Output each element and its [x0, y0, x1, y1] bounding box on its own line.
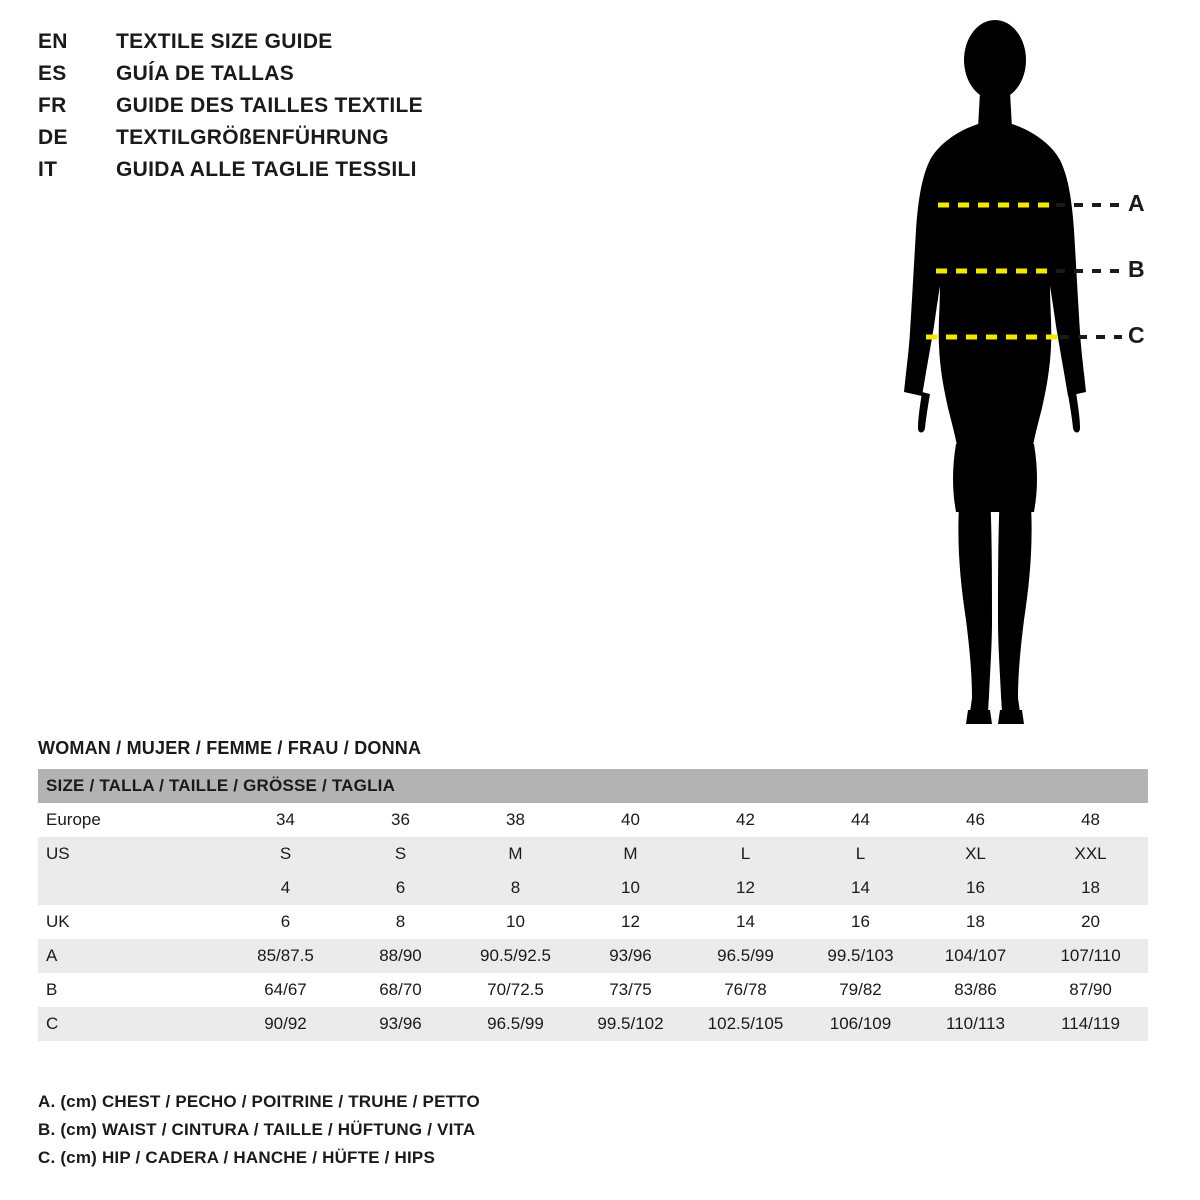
table-cell: 20 — [1033, 905, 1148, 939]
title-text-de: TEXTILGRÖßENFÜHRUNG — [116, 126, 389, 149]
table-cell: 96.5/99 — [458, 1007, 573, 1041]
table-cell: 40 — [573, 803, 688, 837]
table-cell: 83/86 — [918, 973, 1033, 1007]
table-cell: L — [688, 837, 803, 871]
table-cell: 12 — [573, 905, 688, 939]
table-cell: 79/82 — [803, 973, 918, 1007]
table-cell: 114/119 — [1033, 1007, 1148, 1041]
table-cell: XXL — [1033, 837, 1148, 871]
measure-label-b: B — [1128, 256, 1145, 282]
table-cell: 93/96 — [343, 1007, 458, 1041]
footnote-hip: C. (cm) HIP / CADERA / HANCHE / HÜFTE / HIPS — [38, 1148, 436, 1167]
title-text-en: TEXTILE SIZE GUIDE — [116, 30, 333, 53]
table-cell: 106/109 — [803, 1007, 918, 1041]
table-cell: L — [803, 837, 918, 871]
title-row-it — [38, 158, 598, 190]
row-label: US — [38, 837, 228, 871]
row-label — [38, 871, 228, 905]
table-cell: 64/67 — [228, 973, 343, 1007]
table-cell: 96.5/99 — [688, 939, 803, 973]
table-row — [38, 803, 1148, 837]
table-cell: 107/110 — [1033, 939, 1148, 973]
table-cell: 10 — [458, 905, 573, 939]
table-cell: 68/70 — [343, 973, 458, 1007]
row-label: B — [38, 973, 228, 1007]
table-row — [38, 837, 1148, 871]
table-row — [38, 905, 1148, 939]
table-row — [38, 939, 1148, 973]
title-lang-de: DE — [38, 126, 68, 149]
row-label: Europe — [38, 803, 228, 837]
table-row — [38, 973, 1148, 1007]
table-cell: 12 — [688, 871, 803, 905]
title-row-en — [38, 30, 598, 62]
title-row-de — [38, 126, 598, 158]
table-cell: 18 — [918, 905, 1033, 939]
table-cell: 104/107 — [918, 939, 1033, 973]
silhouette-icon — [904, 20, 1086, 724]
table-cell: 88/90 — [343, 939, 458, 973]
table-cell: 99.5/102 — [573, 1007, 688, 1041]
table-cell: 14 — [803, 871, 918, 905]
table-cell: 102.5/105 — [688, 1007, 803, 1041]
title-block — [38, 30, 598, 190]
table-cell: M — [458, 837, 573, 871]
table-cell: 110/113 — [918, 1007, 1033, 1041]
table-row — [38, 871, 1148, 905]
table-cell: 18 — [1033, 871, 1148, 905]
title-text-it: GUIDA ALLE TAGLIE TESSILI — [116, 158, 417, 181]
table-cell: 73/75 — [573, 973, 688, 1007]
measure-label-c: C — [1128, 322, 1145, 348]
table-cell: 48 — [1033, 803, 1148, 837]
table-cell: 6 — [228, 905, 343, 939]
title-text-es: GUÍA DE TALLAS — [116, 62, 295, 85]
table-cell: 36 — [343, 803, 458, 837]
title-lang-fr: FR — [38, 94, 67, 117]
table-cell: 70/72.5 — [458, 973, 573, 1007]
table-cell: XL — [918, 837, 1033, 871]
table-header-row — [38, 769, 1148, 803]
table-cell: 8 — [343, 905, 458, 939]
table-cell: 87/90 — [1033, 973, 1148, 1007]
table-cell: 44 — [803, 803, 918, 837]
row-label: UK — [38, 905, 228, 939]
table-cell: M — [573, 837, 688, 871]
table-cell: 46 — [918, 803, 1033, 837]
measure-label-a: A — [1128, 190, 1145, 216]
table-cell: 42 — [688, 803, 803, 837]
footnote-block — [38, 1088, 738, 1172]
row-label: A — [38, 939, 228, 973]
table-cell: 99.5/103 — [803, 939, 918, 973]
table-cell: 8 — [458, 871, 573, 905]
table-cell: 14 — [688, 905, 803, 939]
gender-heading: WOMAN / MUJER / FEMME / FRAU / DONNA — [38, 738, 422, 758]
table-row — [38, 1007, 1148, 1041]
title-row-es — [38, 62, 598, 94]
table-cell: 90.5/92.5 — [458, 939, 573, 973]
table-cell: S — [228, 837, 343, 871]
female-silhouette-figure — [860, 20, 1190, 750]
title-lang-it: IT — [38, 158, 58, 181]
title-text-fr: GUIDE DES TAILLES TEXTILE — [116, 94, 423, 117]
table-cell: 16 — [918, 871, 1033, 905]
footnote-chest: A. (cm) CHEST / PECHO / POITRINE / TRUHE / PETTO — [38, 1092, 480, 1111]
table-cell: 90/92 — [228, 1007, 343, 1041]
table-cell: 6 — [343, 871, 458, 905]
table-cell: 34 — [228, 803, 343, 837]
table-cell: S — [343, 837, 458, 871]
table-cell: 93/96 — [573, 939, 688, 973]
table-cell: 10 — [573, 871, 688, 905]
table-header-cell: SIZE / TALLA / TAILLE / GRÖSSE / TAGLIA — [38, 769, 1148, 803]
table-cell: 85/87.5 — [228, 939, 343, 973]
title-row-fr — [38, 94, 598, 126]
table-cell: 4 — [228, 871, 343, 905]
table-cell: 76/78 — [688, 973, 803, 1007]
size-table-section — [38, 738, 1158, 1041]
row-label: C — [38, 1007, 228, 1041]
footnote-waist: B. (cm) WAIST / CINTURA / TAILLE / HÜFTUNG / VITA — [38, 1120, 476, 1139]
table-cell: 38 — [458, 803, 573, 837]
title-lang-en: EN — [38, 30, 68, 53]
table-cell: 16 — [803, 905, 918, 939]
size-table — [38, 769, 1148, 1041]
title-lang-es: ES — [38, 62, 67, 85]
